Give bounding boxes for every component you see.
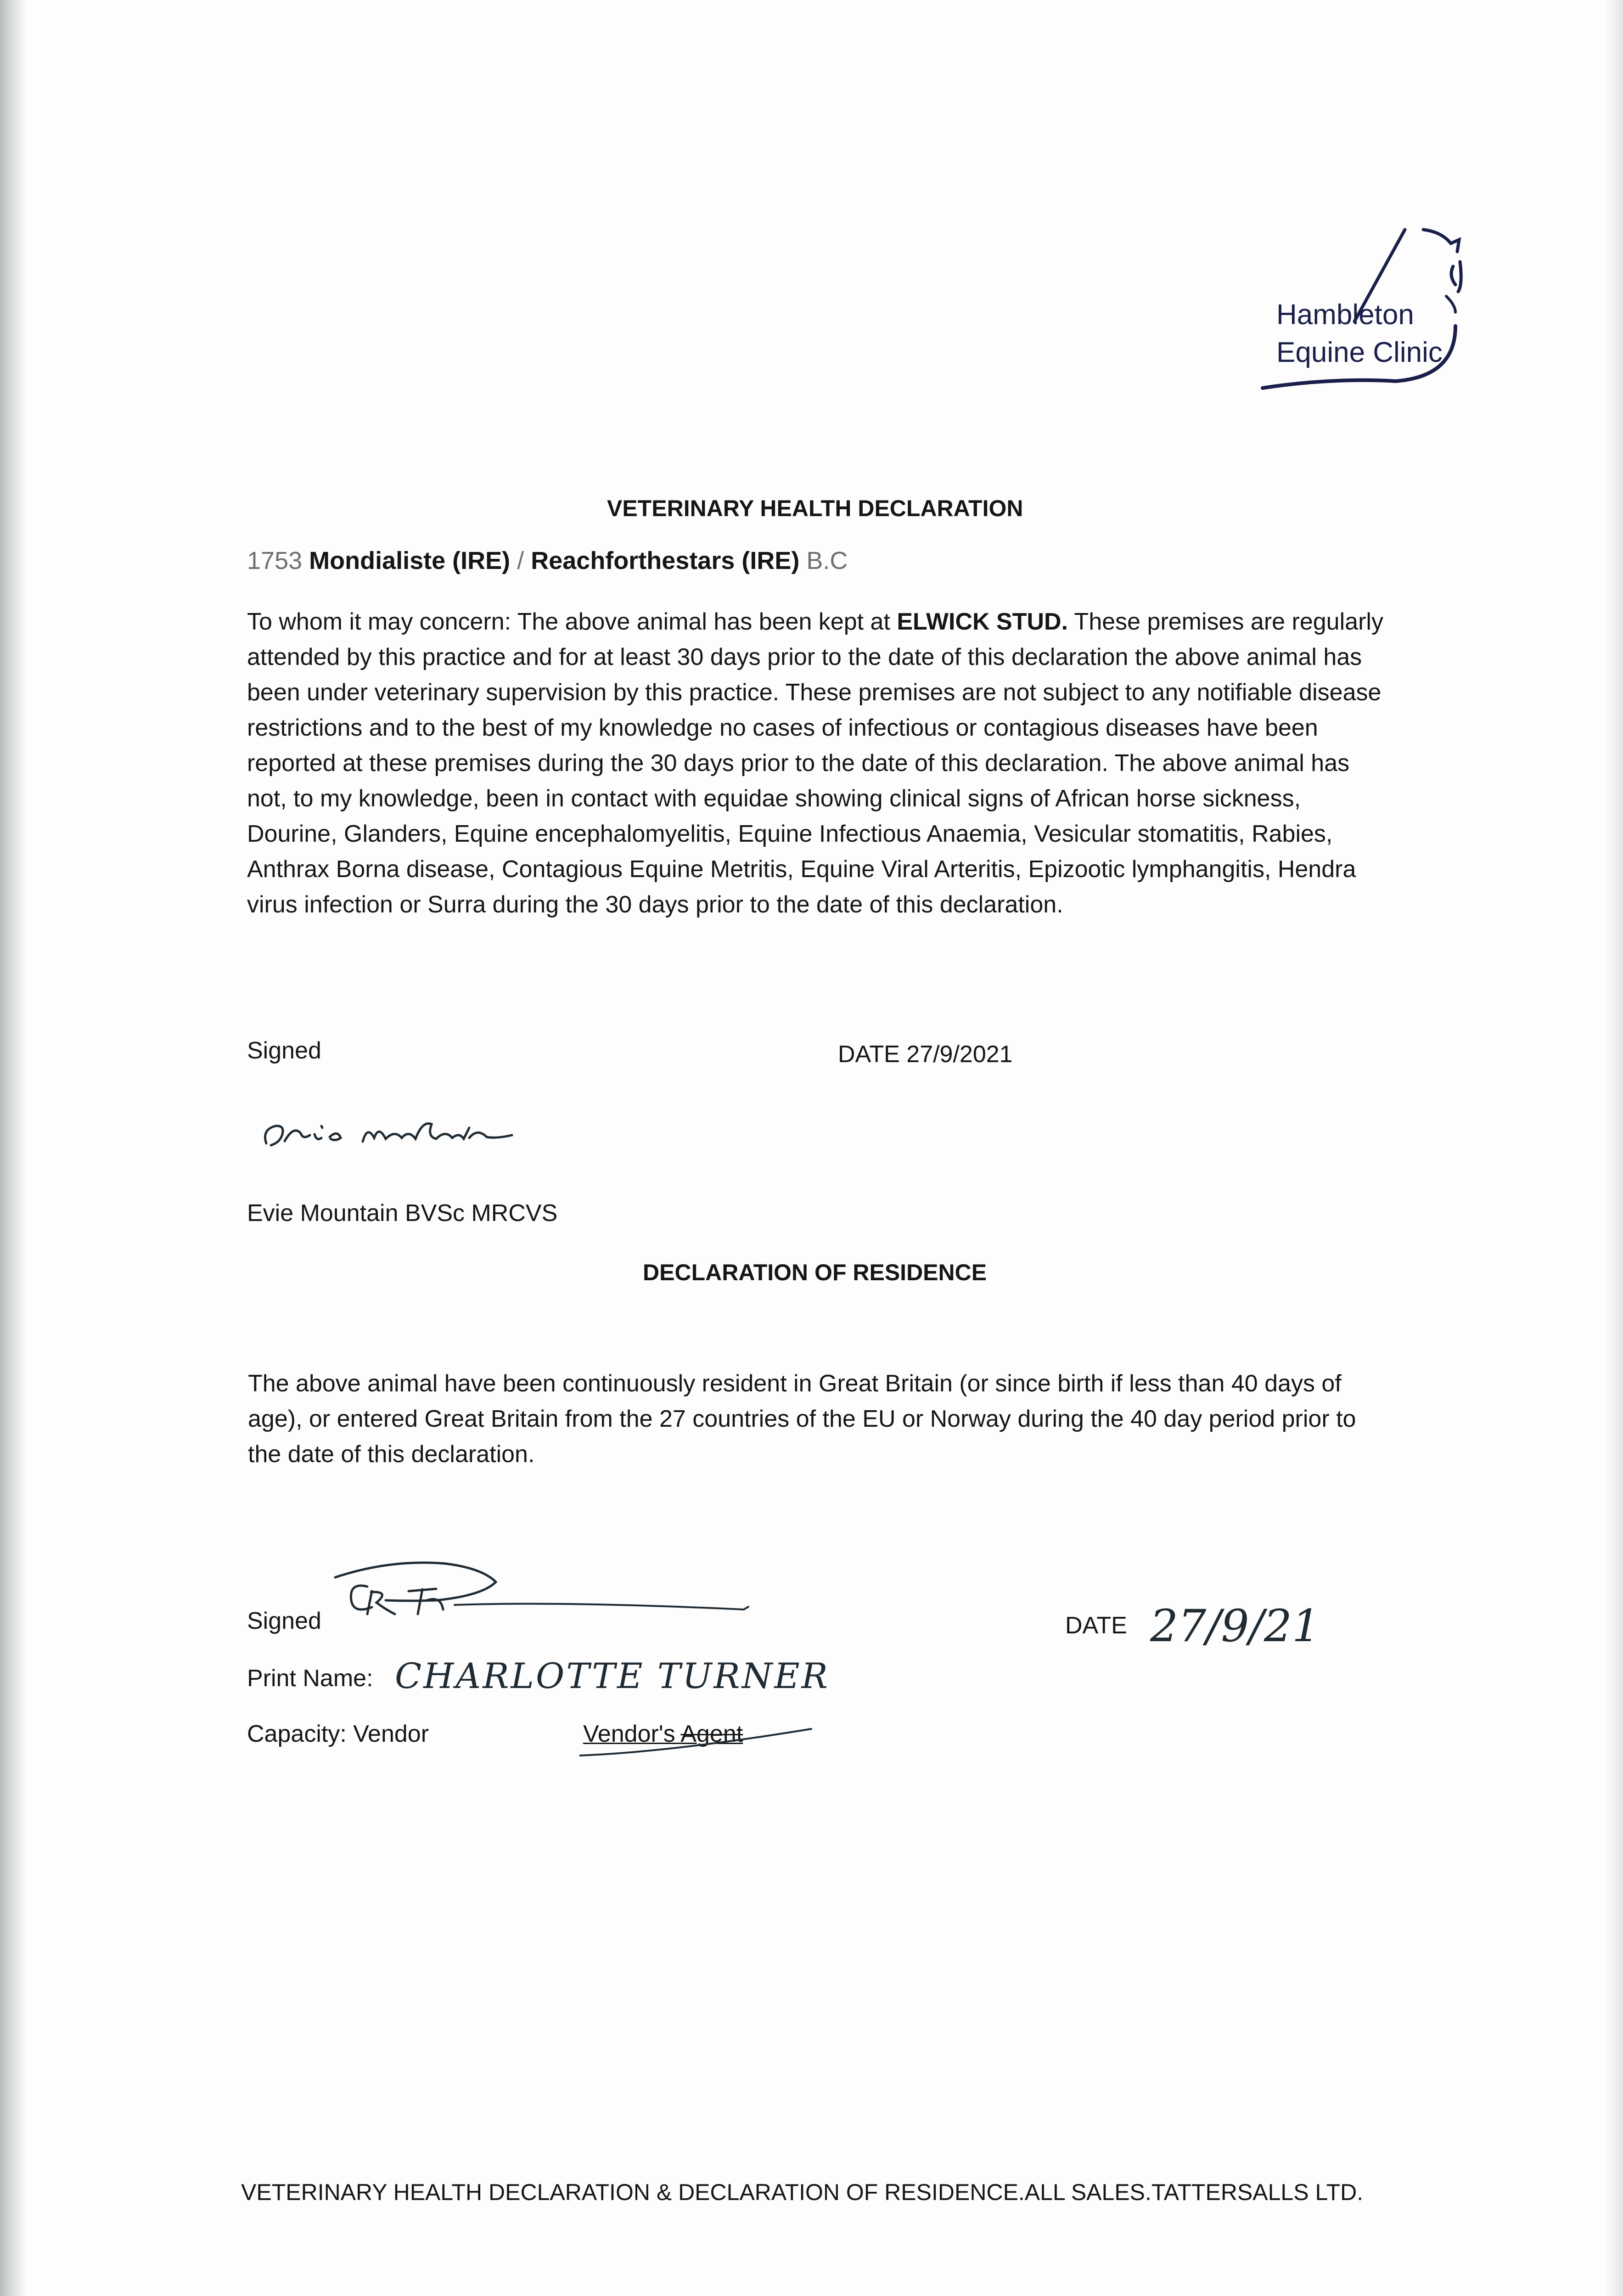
capacity-label: Capacity: Vendor [247,1721,429,1747]
agent-struck-text: Agent [680,1721,743,1747]
vendors-agent-text: Vendor's [583,1721,681,1747]
animal-reference [247,546,848,575]
residence-paragraph: The above animal have been continuously resident in Great Britain (or since birth if less than 40 days of age), or entered Great Britain from the 27 countries of the EU or Norway during the 40 day period prior to the date of this declaration. [248,1370,1356,1468]
vendor-signed-label: Signed [247,1608,321,1634]
sire-name: Mondialiste (IRE) [309,547,511,574]
scan-shadow-left [0,0,28,2296]
vet-signed-label: Signed [247,1037,321,1064]
print-name-label: Print Name: [247,1665,373,1692]
vendor-signature [317,1550,767,1642]
declaration-intro: To whom it may concern: The above animal has been kept at [247,608,897,635]
vet-name: Evie Mountain BVSc MRCVS [247,1200,558,1227]
strike-through-mark [579,1720,818,1761]
pedigree-separator: / [517,547,524,574]
declaration-body: These premises are regularly attended by this practice and for at least 30 days prior to the date of this declaration the above animal has been under veterinary supervision by this practice. These premises are not subject to any notifiable disease restrictions and to the best of my knowledge no cases of infectious or contagious diseases have been reported at these premises during the 30 days prior to the date of this declaration. The above animal has not, to my knowledge, been in contact with equidae showing clinical signs of African horse sickness, Dourine, Glanders, Equine encephalomyelitis, Equine Infectious Anaemia, Vesicular stomatitis, Rabies, Anthrax Borna disease, Contagious Equine Metritis, Equine Viral Arteritis, Epizootic lymphangitis, Hendra virus infection or Surra during the 30 days prior to the date of this declaration. [247,608,1383,918]
dam-name: Reachforthestars (IRE) [531,547,800,574]
vet-signature [257,1097,569,1162]
logo-line-2: Equine Clinic [1276,337,1443,368]
print-name-handwritten: CHARLOTTE TURNER [395,1655,830,1696]
premises-name: ELWICK STUD. [897,608,1068,635]
vendor-date-label: DATE [1065,1612,1127,1639]
scan-shadow-right [1605,0,1623,2296]
page-title: VETERINARY HEALTH DECLARATION [607,495,1023,521]
page-footer: VETERINARY HEALTH DECLARATION & DECLARATION OF RESIDENCE.ALL SALES.TATTERSALLS LTD. [241,2179,1364,2205]
declaration-paragraph [247,604,1395,923]
logo-line-1: Hambleton [1276,299,1414,331]
residence-title: DECLARATION OF RESIDENCE [643,1260,987,1285]
lot-number: 1753 [247,547,303,574]
animal-sex: B.C [806,547,848,574]
vet-date: DATE 27/9/2021 [838,1041,1013,1068]
vendor-date-handwritten: 27/9/21 [1150,1600,1320,1652]
clinic-logo [1240,216,1497,413]
